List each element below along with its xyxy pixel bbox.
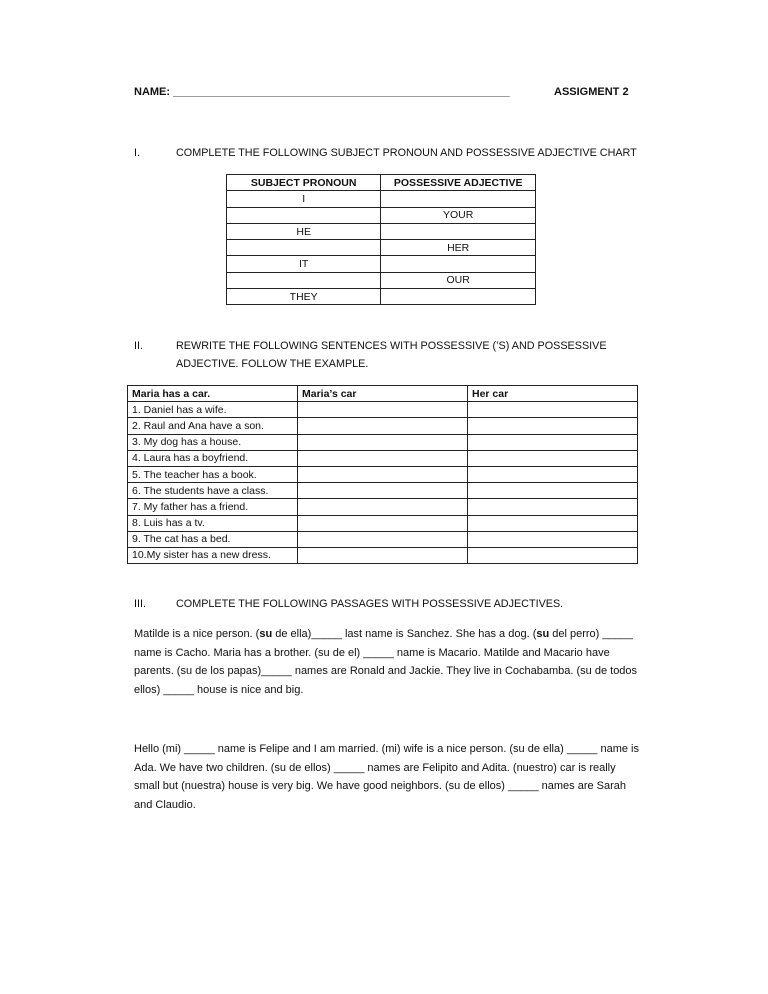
answer-cell-adj[interactable]: [468, 418, 638, 434]
possessive-cell[interactable]: YOUR: [381, 207, 536, 223]
possessive-cell[interactable]: OUR: [381, 272, 536, 288]
answer-cell-s[interactable]: [298, 418, 468, 434]
subject-cell[interactable]: HE: [227, 223, 381, 239]
answer-cell-adj[interactable]: [468, 466, 638, 482]
header-possessive-s: Maria’s car: [298, 386, 468, 402]
answer-cell-adj[interactable]: [468, 515, 638, 531]
pronoun-chart-row: [227, 207, 536, 223]
sentence-cell: 3. My dog has a house.: [128, 434, 298, 450]
subject-cell[interactable]: [227, 207, 381, 223]
subject-cell[interactable]: [227, 240, 381, 256]
sentence-cell: 7. My father has a friend.: [128, 499, 298, 515]
section-1-number: I.: [134, 147, 140, 159]
pronoun-chart-header-row: [227, 175, 536, 191]
table-row: [128, 531, 638, 547]
passage-1-bold-su-2: su: [536, 628, 550, 640]
answer-cell-s[interactable]: [298, 466, 468, 482]
section-1-title: COMPLETE THE FOLLOWING SUBJECT PRONOUN AND POSSESSIVE ADJECTIVE CHART: [176, 147, 637, 159]
pronoun-chart-row: [227, 289, 536, 305]
section-3-number: III.: [134, 598, 146, 610]
answer-cell-s[interactable]: [298, 515, 468, 531]
sentence-cell: 10.My sister has a new dress.: [128, 547, 298, 563]
pronoun-chart-row: [227, 272, 536, 288]
subject-cell[interactable]: THEY: [227, 289, 381, 305]
table-row: [128, 483, 638, 499]
possessive-table-header-row: [128, 386, 638, 402]
name-field-label[interactable]: NAME: _______________________________________________________: [134, 86, 510, 98]
answer-cell-s[interactable]: [298, 547, 468, 563]
sentence-cell: 4. Laura has a boyfriend.: [128, 450, 298, 466]
pronoun-chart: [226, 174, 536, 305]
section-2-title-line2: ADJECTIVE. FOLLOW THE EXAMPLE.: [176, 358, 369, 370]
table-row: [128, 547, 638, 563]
answer-cell-adj[interactable]: [468, 434, 638, 450]
table-row: [128, 466, 638, 482]
table-row: [128, 434, 638, 450]
table-row: [128, 499, 638, 515]
passage-1-part-a: Matilde is a nice person. (: [134, 628, 260, 640]
sentence-cell: 9. The cat has a bed.: [128, 531, 298, 547]
sentence-cell: 2. Raul and Ana have a son.: [128, 418, 298, 434]
table-row: [128, 450, 638, 466]
subject-cell[interactable]: I: [227, 191, 381, 207]
possessive-cell[interactable]: HER: [381, 240, 536, 256]
section-3-title: COMPLETE THE FOLLOWING PASSAGES WITH POSSESSIVE ADJECTIVES.: [176, 598, 564, 610]
answer-cell-s[interactable]: [298, 531, 468, 547]
answer-cell-adj[interactable]: [468, 499, 638, 515]
header-subject-pronoun: SUBJECT PRONOUN: [227, 175, 381, 191]
answer-cell-s[interactable]: [298, 499, 468, 515]
answer-cell-adj[interactable]: [468, 483, 638, 499]
sentence-cell: 5. The teacher has a book.: [128, 466, 298, 482]
passage-1-part-d: del perro) _____ name is Cacho. Maria has a brother. (su de el) _____ name is Macario. Matilde and Macario have parents. (su de los papas)_____ names are Ronald and Jackie. They live in Cochabamba. (su de todos ellos) _____ house is nice and big.: [134, 628, 638, 696]
answer-cell-s[interactable]: [298, 402, 468, 418]
pronoun-chart-row: [227, 223, 536, 239]
passage-1-bold-su: su: [259, 628, 273, 640]
passage-1: [134, 625, 639, 699]
header-example-sentence: Maria has a car.: [128, 386, 298, 402]
sentence-cell: 1. Daniel has a wife.: [128, 402, 298, 418]
sentence-cell: 8. Luis has a tv.: [128, 515, 298, 531]
answer-cell-adj[interactable]: [468, 531, 638, 547]
possessive-cell[interactable]: [381, 223, 536, 239]
section-2-title-line1: REWRITE THE FOLLOWING SENTENCES WITH POSSESSIVE (’S) AND POSSESSIVE: [176, 340, 607, 352]
header-possessive-adjective: Her car: [468, 386, 638, 402]
answer-cell-adj[interactable]: [468, 450, 638, 466]
answer-cell-adj[interactable]: [468, 402, 638, 418]
header-possessive-adjective: POSSESSIVE ADJECTIVE: [381, 175, 536, 191]
passage-1-part-c: de ella)_____ last name is Sanchez. She has a dog. (: [272, 628, 537, 640]
table-row: [128, 402, 638, 418]
possessive-cell[interactable]: [381, 256, 536, 272]
pronoun-chart-row: [227, 240, 536, 256]
section-2-number: II.: [134, 340, 143, 352]
answer-cell-adj[interactable]: [468, 547, 638, 563]
sentence-cell: 6. The students have a class.: [128, 483, 298, 499]
possessive-table: [127, 385, 638, 564]
possessive-cell[interactable]: [381, 191, 536, 207]
table-row: [128, 515, 638, 531]
pronoun-chart-row: [227, 191, 536, 207]
passage-2: Hello (mi) _____ name is Felipe and I am married. (mi) wife is a nice person. (su de ella) _____ name is Ada. We have two children. (su de ellos) _____ names are Felipito and Adita. (nuestro) car is really small but (nuestra) house is very big. We have good neighbors. (su de ellos) _____ names are Sarah and Claudio.: [134, 743, 639, 811]
answer-cell-s[interactable]: [298, 434, 468, 450]
subject-cell[interactable]: IT: [227, 256, 381, 272]
pronoun-chart-row: [227, 256, 536, 272]
table-row: [128, 418, 638, 434]
answer-cell-s[interactable]: [298, 450, 468, 466]
subject-cell[interactable]: [227, 272, 381, 288]
answer-cell-s[interactable]: [298, 483, 468, 499]
assignment-title: ASSIGMENT 2: [554, 86, 629, 98]
possessive-cell[interactable]: [381, 289, 536, 305]
